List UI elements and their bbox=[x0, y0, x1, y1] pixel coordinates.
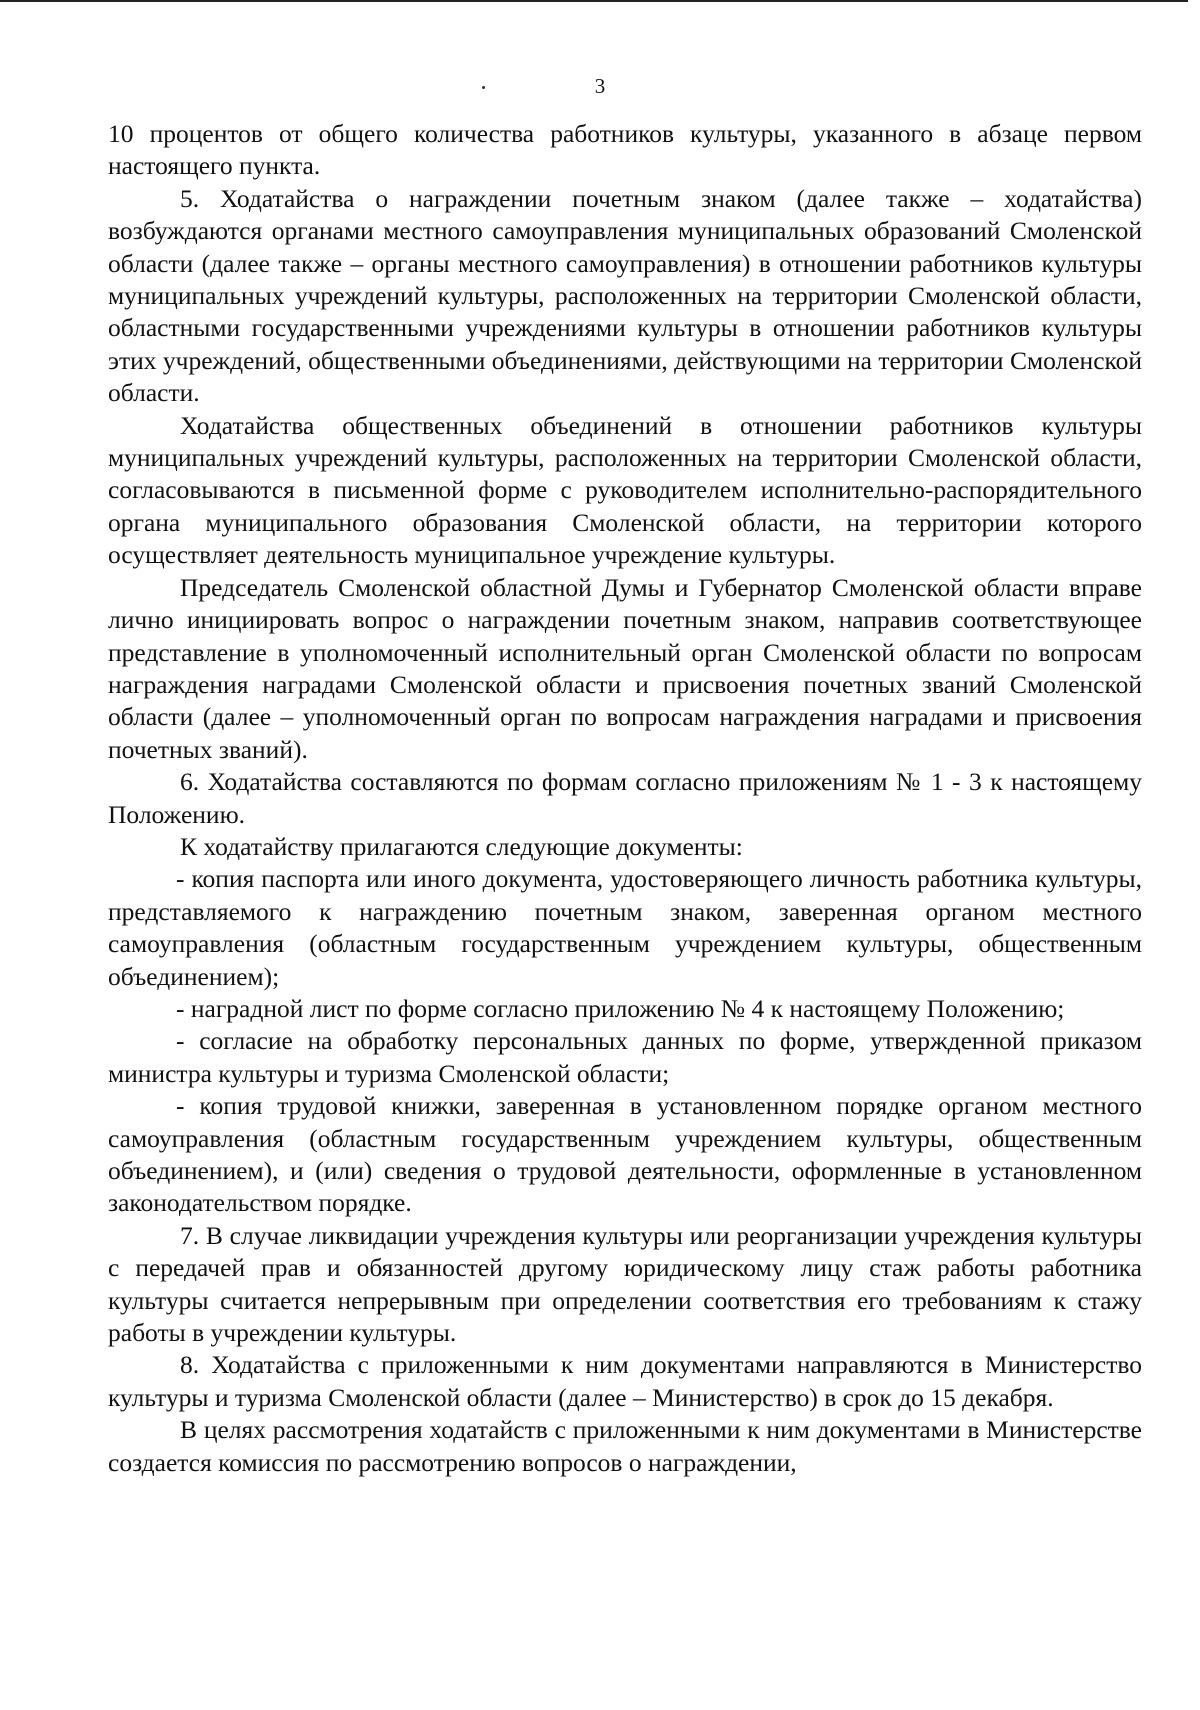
scan-speck bbox=[482, 86, 485, 89]
list-item-data-consent: - согласие на обработку персональных данных по форме, утвержденной приказом министра культуры и туризма Смоленской области; bbox=[108, 1026, 1142, 1088]
list-item-passport-copy: - копия паспорта или иного документа, удостоверяющего личность работника культуры, представляемого к награждению почетным знаком, заверенная органом местного самоуправления (областным государственным учреждением культуры, общественным объединением); bbox=[108, 864, 1142, 991]
paragraph-public-associations: Ходатайства общественных объединений в отношении работников культуры муниципальных учреждений культуры, расположенных на территории Смоленской области, согласовываются в письменной форме с руководителем исполнительно-распорядительного органа муниципального образования Смоленской области, на территории которого осуществляет деятельность муниципальное учреждение культуры. bbox=[108, 410, 1142, 570]
list-item-award-sheet: - наградной лист по форме согласно приложению № 4 к настоящему Положению; bbox=[176, 993, 1065, 1023]
paragraph-item-8: 8. Ходатайства с приложенными к ним документами направляются в Министерство культуры и туризма Смоленской области (далее – Министерство) в срок до 15 декабря. bbox=[108, 1350, 1142, 1412]
list-item-work-record: - копия трудовой книжки, заверенная в установленном порядке органом местного самоуправления (областным государственным учреждением культуры, общественным объединением), и (или) сведения о трудовой деятельности, оформленные в установленном законодательством порядке. bbox=[108, 1091, 1142, 1218]
paragraph-commission: В целях рассмотрения ходатайств с приложенными к ним документами в Министерстве создается комиссия по рассмотрению вопросов о награждении, bbox=[108, 1415, 1142, 1477]
document-body bbox=[108, 118, 1142, 1479]
paragraph-chairman-governor: Председатель Смоленской областной Думы и Губернатор Смоленской области вправе лично инициировать вопрос о награждении почетным знаком, направив соответствующее представление в уполномоченный исполнительный орган Смоленской области по вопросам награждения наградами Смоленской области и присвоения почетных званий Смоленской области (далее – уполномоченный орган по вопросам награждения наградами и присвоения почетных званий). bbox=[108, 572, 1142, 764]
page-number: 3 bbox=[594, 74, 606, 98]
paragraph-continuation: 10 процентов от общего количества работников культуры, указанного в абзаце первом настоящего пункта. bbox=[108, 119, 1142, 181]
top-border-line bbox=[0, 0, 1188, 2]
paragraph-item-5: 5. Ходатайства о награждении почетным знаком (далее также – ходатайства) возбуждаются органами местного самоуправления муниципальных образований Смоленской области (далее также – органы местного самоуправления) в отношении работников культуры муниципальных учреждений культуры, расположенных на территории Смоленской области, областными государственными учреждениями культуры в отношении работников культуры этих учреждений, общественными объединениями, действующими на территории Смоленской области. bbox=[108, 183, 1142, 408]
paragraph-item-6: 6. Ходатайства составляются по формам согласно приложениям № 1 - 3 к настоящему Положению. bbox=[108, 767, 1142, 829]
paragraph-item-7: 7. В случае ликвидации учреждения культуры или реорганизации учреждения культуры с передачей прав и обязанностей другому юридическому лицу стаж работы работника культуры считается непрерывным при определении соответствия его требованиям к стажу работы в учреждении культуры. bbox=[108, 1220, 1142, 1348]
paragraph-documents-intro: К ходатайству прилагаются следующие документы: bbox=[180, 831, 743, 861]
